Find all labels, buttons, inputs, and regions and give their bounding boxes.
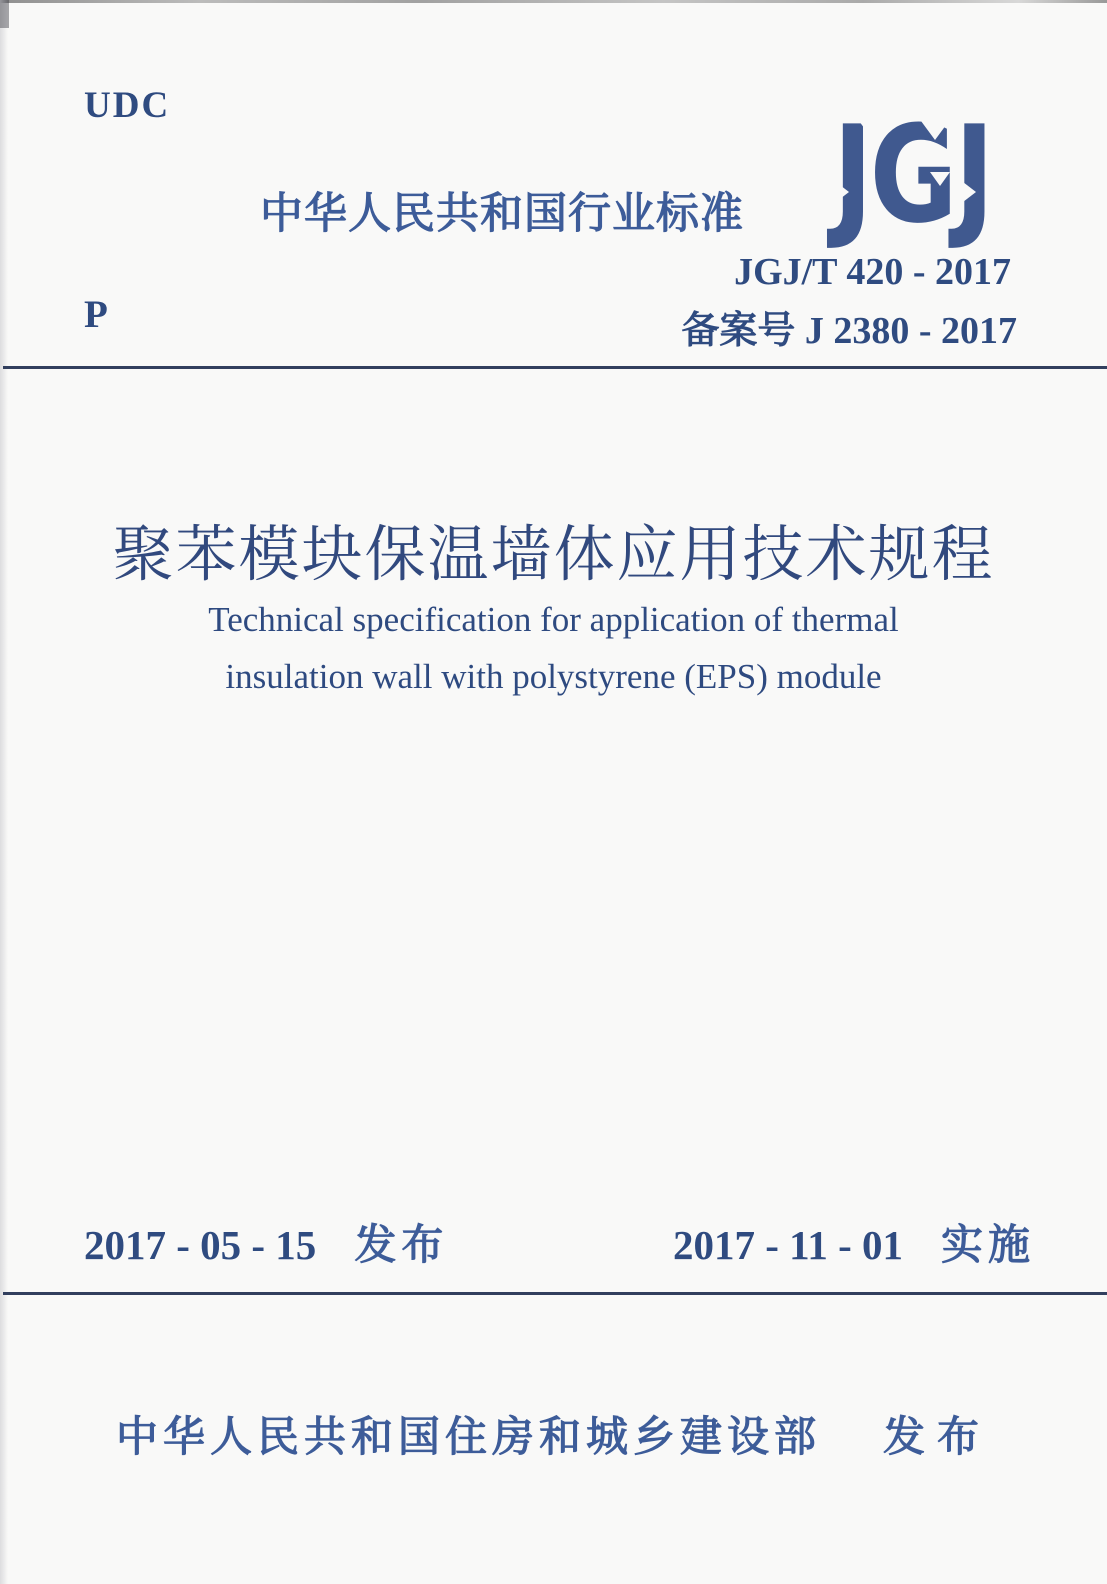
publisher-row xyxy=(0,1404,1107,1464)
jgj-logo-text: JGJ xyxy=(833,97,992,253)
publisher-name: 中华人民共和国住房和城乡建设部 xyxy=(115,1413,821,1460)
record-number: 备案号 J 2380 - 2017 xyxy=(681,310,1017,352)
logo-bevel-icon xyxy=(930,172,950,186)
logo-bevel-icon xyxy=(859,121,887,140)
page-title-english-line2: insulation wall with polystyrene (EPS) module xyxy=(225,657,882,696)
logo-bevel-icon xyxy=(985,121,1013,140)
jgj-logo xyxy=(833,97,1041,253)
implementation-date-group xyxy=(673,1212,1035,1272)
classification-code-label: P xyxy=(84,293,108,336)
page-title-english-line1: Technical specification for application of thermal xyxy=(208,600,899,639)
issue-date: 2017 - 05 - 15 xyxy=(84,1222,317,1268)
implementation-label: 实施 xyxy=(940,1221,1035,1268)
logo-bevel-icon xyxy=(921,121,949,140)
header-divider-rule xyxy=(3,366,1107,369)
scan-artifact-corner xyxy=(0,0,9,28)
udc-label: UDC xyxy=(84,85,171,126)
logo-bevel-icon xyxy=(836,182,849,202)
standard-type-heading: 中华人民共和国行业标准 xyxy=(260,190,744,238)
footer-divider-rule xyxy=(3,1292,1107,1295)
scan-artifact-top-edge xyxy=(0,0,1107,3)
implementation-date: 2017 - 11 - 01 xyxy=(672,1222,903,1268)
issue-date-group xyxy=(84,1212,448,1272)
issue-label: 发布 xyxy=(354,1221,449,1268)
page-title-chinese: 聚苯模块保温墙体应用技术规程 xyxy=(112,522,995,589)
publisher-action-label: 发布 xyxy=(883,1413,992,1460)
scan-artifact-left-edge xyxy=(0,0,8,1584)
standard-number: JGJ/T 420 - 2017 xyxy=(734,251,1011,293)
logo-bevel-icon xyxy=(963,182,976,202)
